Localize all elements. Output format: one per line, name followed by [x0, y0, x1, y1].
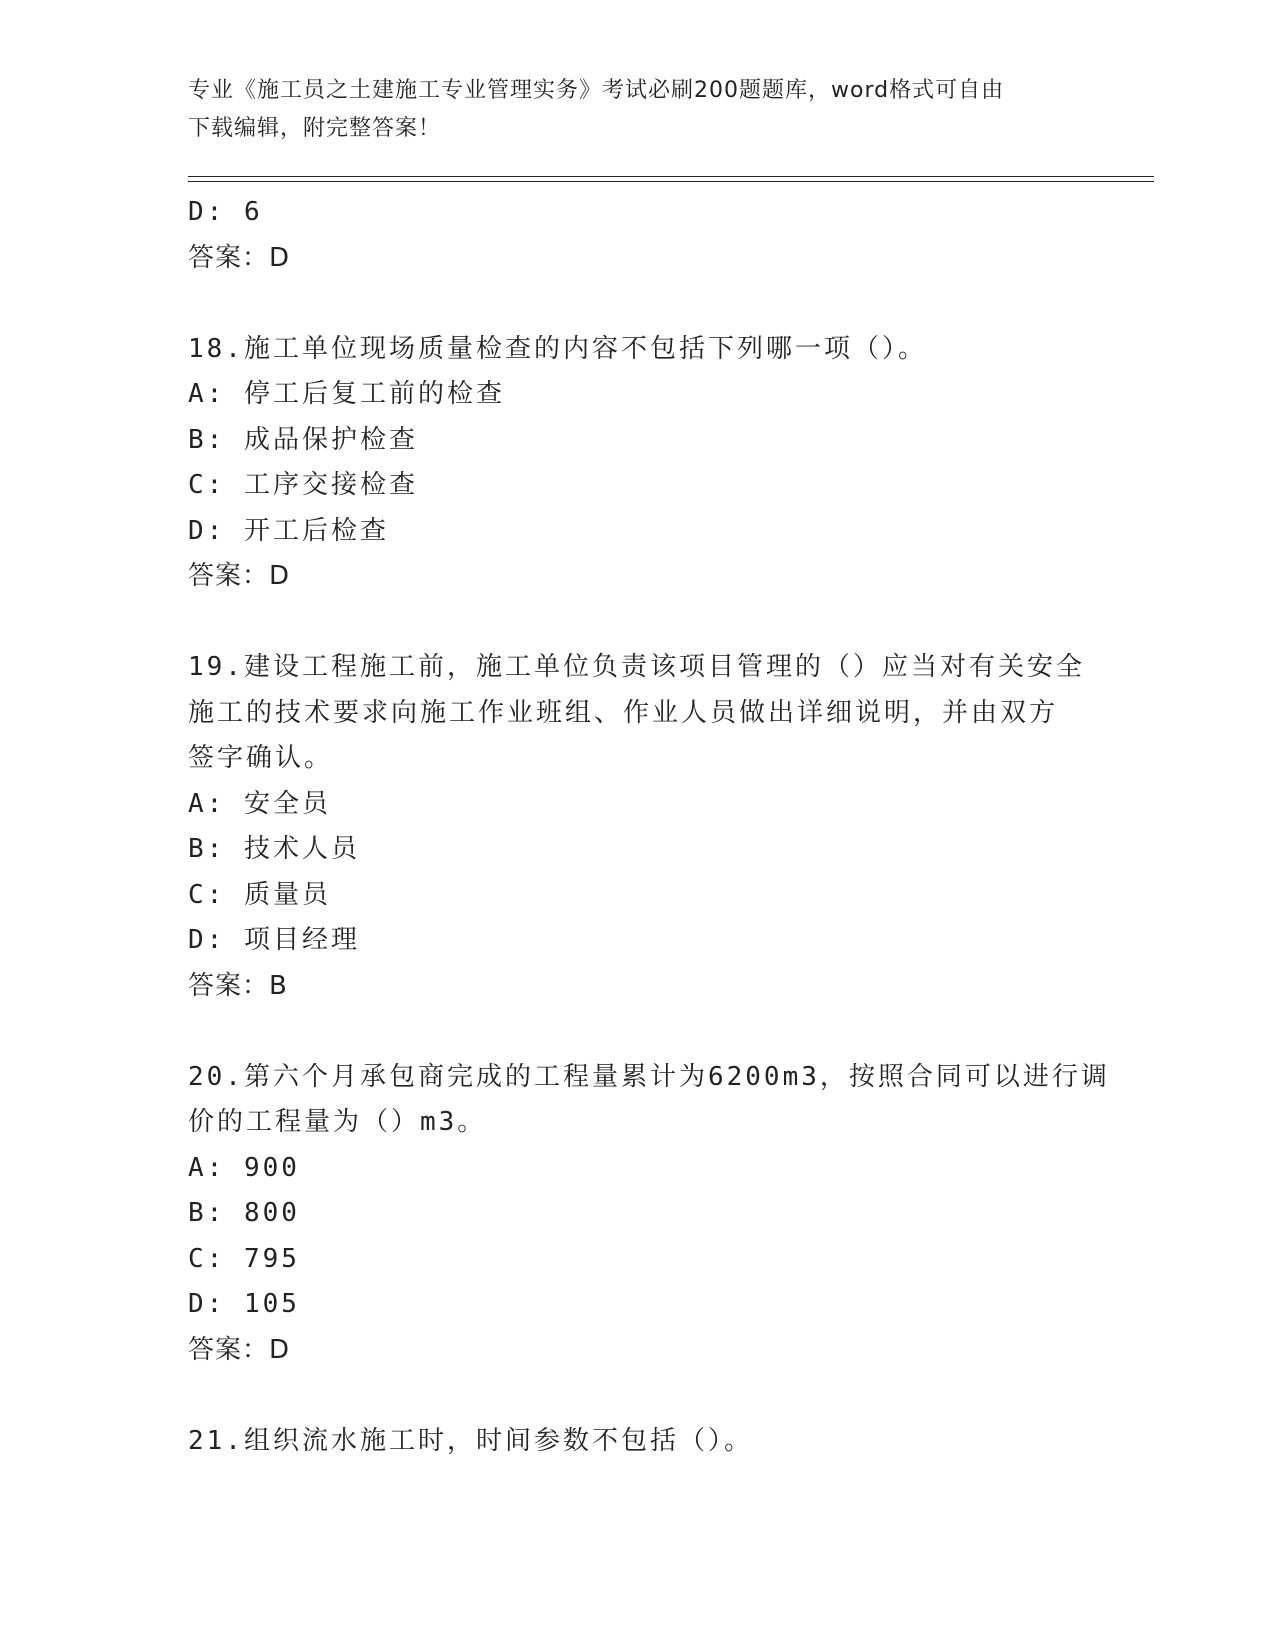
question-19 — [188, 645, 1088, 1009]
option-d: D: 项目经理 — [188, 925, 360, 955]
option-d: D: 105 — [188, 1289, 300, 1319]
question-stem-line-3: 签字确认。 — [188, 743, 334, 773]
option-a: A: 安全员 — [188, 788, 331, 819]
question-list — [188, 190, 1110, 1464]
option-b: B: 技术人员 — [188, 834, 360, 864]
document-header — [188, 72, 1068, 148]
option-a: A: 停工后复工前的检查 — [188, 379, 505, 409]
question-stem-line-2: 施工的技术要求向施工作业班组、作业人员做出详细说明，并由双方 — [188, 697, 1059, 728]
spacer — [188, 281, 1088, 327]
answer-text: 答案：D — [188, 242, 291, 273]
spacer — [188, 600, 1088, 646]
header-line-2: 下载编辑，附完整答案！ — [188, 116, 442, 141]
question-stem-line-1: 19.建设工程施工前，施工单位负责该项目管理的（）应当对有关安全 — [188, 652, 1085, 682]
spacer — [188, 1009, 1088, 1055]
answer-text: 答案：D — [188, 1334, 291, 1365]
question-stem-line-2: 价的工程量为（）m3。 — [188, 1107, 487, 1137]
answer-text: 答案：D — [188, 561, 291, 591]
question-21 — [188, 1419, 1088, 1465]
header-line-1: 专业《施工员之土建施工专业管理实务》考试必刷200题题库，word格式可自由 — [188, 78, 1005, 103]
option-c: C: 795 — [188, 1243, 300, 1274]
option-b: B: 成品保护检查 — [188, 424, 418, 455]
header-divider-top — [188, 176, 1154, 177]
option-c: C: 工序交接检查 — [188, 470, 418, 500]
option-d: D: 开工后检查 — [188, 515, 389, 546]
question-stem: 18.施工单位现场质量检查的内容不包括下列哪一项（）。 — [188, 333, 927, 364]
option-c: C: 质量员 — [188, 879, 331, 910]
question-18 — [188, 327, 1088, 600]
question-stem: 21.组织流水施工时，时间参数不包括（）。 — [188, 1425, 753, 1456]
option-b: B: 800 — [188, 1198, 300, 1228]
header-divider-bottom — [188, 181, 1154, 182]
spacer — [188, 1373, 1088, 1419]
option-d: D: 6 — [188, 197, 263, 227]
question-stem-line-1: 20.第六个月承包商完成的工程量累计为6200m3，按照合同可以进行调 — [188, 1061, 1110, 1092]
answer-text: 答案：B — [188, 970, 288, 1001]
question-20 — [188, 1055, 1110, 1374]
option-a: A: 900 — [188, 1152, 300, 1183]
